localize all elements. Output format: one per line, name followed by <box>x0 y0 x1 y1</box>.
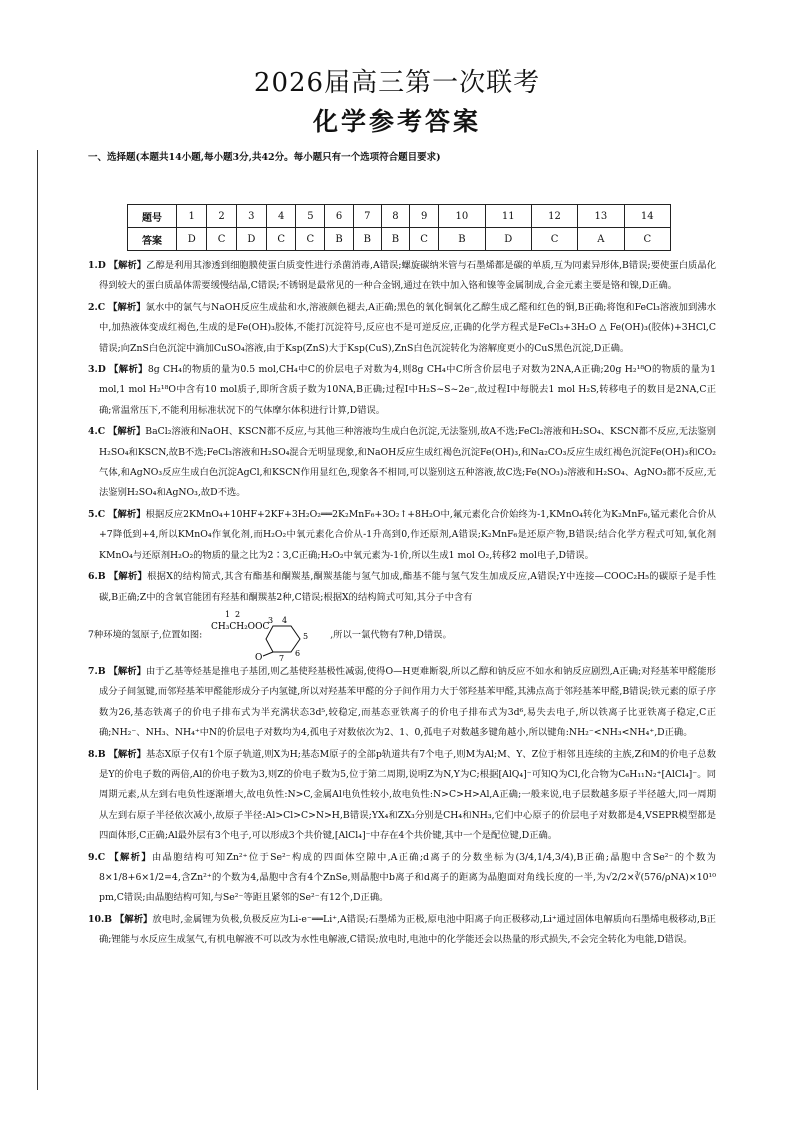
table-cell: D <box>177 228 207 251</box>
question-9: 9.C 【解析】由晶胞结构可知Zn²⁺位于Se²⁻构成的四面体空隙中,A正确;d离子的分数坐标为(3/4,1/4,3/4),B正确;晶胞中含Se²⁻的个数为8×1/8+6×1/2=4,含Zn²⁺的个数为4,晶胞中含有4个ZnSe,则晶胞中b离子和d离子的距离为晶胞面对角线长度的一半,为√2/2×∛(576/ρNA)×10¹⁰ pm,C错误;由晶胞结构可知,与Se²⁻等距且紧邻的Se²⁻有12个,D正确。 <box>88 851 716 904</box>
table-cell: B <box>439 228 485 251</box>
table-cell: 13 <box>578 205 624 228</box>
table-cell: 10 <box>439 205 485 228</box>
table-cell: 11 <box>485 205 531 228</box>
table-cell: B <box>325 228 353 251</box>
table-cell: B <box>381 228 409 251</box>
answer-table <box>127 204 671 251</box>
question-6-continued: 7种环境的氢原子,位置如图: 1 2 CH₃CH₂OOC 3 4 O 5 6 7 ,所以一氯代物有7种,D错误。 <box>88 609 452 661</box>
table-cell: 3 <box>236 205 266 228</box>
ring-structure <box>211 609 321 661</box>
table-cell: 5 <box>296 205 325 228</box>
exam-title: 2026届高三第一次联考 <box>253 68 541 98</box>
table-cell: C <box>410 228 439 251</box>
table-cell: D <box>236 228 266 251</box>
label-n1: 1 <box>225 609 231 619</box>
answer-table-answer-row <box>128 228 671 251</box>
label-n4: 4 <box>282 615 288 625</box>
table-cell: 4 <box>267 205 296 228</box>
question-1: 1.D 【解析】乙醇是利用其渗透到细胞膜使蛋白质变性进行杀菌消毒,A错误;螺旋碳纳米管与石墨烯都是碳的单质,互为同素异形体,B错误;要使蛋白质晶化得到较大的蛋白质晶体需要缓慢结晶,C错误;不锈钢是最常见的一种合金钢,通过在铁中加入铬和镍等金属制成,合金元素主要是铬和镍,D正确。 <box>88 260 716 292</box>
table-cell: A <box>578 228 624 251</box>
table-cell: D <box>485 228 531 251</box>
label-oxygen: O <box>255 652 263 661</box>
table-cell: C <box>267 228 296 251</box>
answer-table-number-row <box>128 205 671 228</box>
label-n3: 3 <box>268 615 274 625</box>
table-cell: C <box>296 228 325 251</box>
table-cell: 7 <box>353 205 381 228</box>
solutions <box>88 256 716 952</box>
carbonyl-bond <box>263 652 273 656</box>
table-cell: C <box>624 228 670 251</box>
label-n6: 6 <box>295 648 301 658</box>
row-label-answer: 答案 <box>128 228 177 251</box>
structure-diagram <box>211 609 321 661</box>
section-heading: 一、选择题(本题共14小题,每小题3分,共42分。每小题只有一个选项符合题目要求) <box>88 152 441 163</box>
table-cell: 2 <box>207 205 236 228</box>
table-cell: 1 <box>177 205 207 228</box>
table-cell: 9 <box>410 205 439 228</box>
question-4: 4.C 【解析】BaCl₂溶液和NaOH、KSCN都不反应,与其他三种溶液均生成白色沉淀,无法鉴别,故A不选;FeCl₂溶液和H₂SO₄、KSCN都不反应,无法鉴别H₂SO₄和KSCN,故B不选;FeCl₃溶液和H₂SO₄混合无明显现象,和NaOH反应生成红褐色沉淀Fe(OH)₃,和Na₂CO₃反应生成红褐色沉淀Fe(OH)₃和CO₂气体,和AgNO₃反应生成白色沉淀AgCl,和KSCN作用显红色,现象各不相同,可以鉴别这五种溶液,故C选;Fe(NO₃)₃溶液和H₂SO₄、AgNO₃都不反应,无法鉴别H₂SO₄和AgNO₃,故D不选。 <box>88 426 716 499</box>
label-n5: 5 <box>303 631 309 641</box>
table-cell: B <box>353 228 381 251</box>
label-n2: 2 <box>235 609 241 619</box>
question-6: 6.B 【解析】根据X的结构简式,其含有酯基和酮羰基,酮羰基能与氢气加成,酯基不能与氢气发生加成反应,A错误;Y中连接—COOC₂H₅的碳原子是手性碳,B正确;Z中的含氧官能团有羟基和酮羰基2种,C错误;根据X的结构简式可知,其分子中含有 <box>88 571 716 603</box>
table-cell: 6 <box>325 205 353 228</box>
table-cell: 14 <box>624 205 670 228</box>
question-5: 5.C 【解析】根据反应2KMnO₄+10HF+2KF+3H₂O₂══2K₂MnF₆+3O₂↑+8H₂O中,氟元素化合价始终为-1,KMnO₄转化为K₂MnF₆,锰元素化合价从+7降低到+4,所以KMnO₄作氧化剂,而H₂O₂中氧元素化合价从-1升高到0,作还原剂,A错误;K₂MnF₆是还原产物,B错误;结合化学方程式可知,氧化剂KMnO₄与还原剂H₂O₂的物质的量之比为2∶3,C正确;H₂O₂中氧元素为-1价,所以生成1 mol O₂,转移2 mol电子,D错误。 <box>88 508 716 561</box>
table-cell: C <box>207 228 236 251</box>
question-10: 10.B 【解析】放电时,金属锂为负极,负极反应为Li-e⁻══Li⁺,A错误;石墨烯为正极,原电池中阳离子向正极移动,Li⁺通过固体电解质向石墨烯电极移动,B正确;锂能与水反应生成氢气,有机电解液不可以改为水性电解液,C错误;放电时,电池中的化学能还会以热量的形式损失,不会完全转化为电能,D错误。 <box>88 913 716 946</box>
table-cell: C <box>531 228 577 251</box>
answer-title: 化学参考答案 <box>312 107 481 136</box>
question-8: 8.B 【解析】基态X原子仅有1个原子轨道,则X为H;基态M原子的全部p轨道共有7个电子,则M为Al;M、Y、Z位于相邻且连续的主族,Z和M的价电子总数是Y的价电子数的两倍,Al的价电子数为3,则Z的价电子数为5,位于第二周期,说明Z为N,Y为C;根据[AlQ₄]⁻可知Q为Cl,化合物为C₆H₁₁N₂⁺[AlCl₄]⁻。同周期元素,从左到右电负性逐渐增大,故电负性:N>C,金属Al电负性较小,故电负性:N>C>H>Al,A正确;一般来说,电子层数越多原子半径越大,同一周期从左到右原子半径依次减小,故原子半径:Al>Cl>C>N>H,B错误;YX₄和ZX₃分别是CH₄和NH₃,它们中心原子的价层电子对数都是4,VSEPR模型都是四面体形,C正确;Al最外层有3个电子,可以形成3个共价键,[AlCl₄]⁻中存在4个共价键,其中一个是配位键,D正确。 <box>88 748 716 842</box>
row-label-number: 题号 <box>128 205 177 228</box>
question-3: 3.D 【解析】8g CH₄的物质的量为0.5 mol,CH₄中C的价层电子对数为4,则8g CH₄中C所含价层电子对数为2NA,A正确;20g H₂¹⁸O的物质的量为1 mol,1 mol H₂¹⁸O中含有10 mol质子,即所含质子数为10NA,B正确;过程Ⅰ中H₂S~S~2e⁻,故过程Ⅰ中每脱去1 mol H₂S,转移电子的数目是2NA,C正确;常温常压下,不能利用标准状况下的气体摩尔体积进行计算,D错误。 <box>88 364 716 416</box>
question-7: 7.B 【解析】由于乙基等烃基是推电子基团,则乙基使羟基极性减弱,使得O—H更难断裂,所以乙醇和钠反应不如水和钠反应剧烈,A正确;对羟基苯甲醛能形成分子间氢键,而邻羟基苯甲醛能形成分子内氢键,所以对羟基苯甲醛的分子间作用力大于邻羟基苯甲醛,其沸点高于邻羟基苯甲醛,B错误;铁元素的原子序数为26,基态铁离子的价电子排布式为半充满状态3d⁵,较稳定,而基态亚铁离子的价电子排布式为3d⁶,易失去电子,所以铁离子比亚铁离子稳定,C正确;NH₂⁻、NH₃、NH₄⁺中N的价层电子对数均为4,孤电子对数依次为2、1、0,孤电子对数越多键角越小,所以键角:NH₂⁻<NH₃<NH₄⁺,D正确。 <box>88 665 716 739</box>
label-chain: CH₃CH₂OOC <box>211 621 270 632</box>
margin-line <box>37 150 38 1090</box>
table-cell: 8 <box>381 205 409 228</box>
label-n7: 7 <box>279 653 285 661</box>
table-cell: 12 <box>531 205 577 228</box>
question-2: 2.C 【解析】氯水中的氯气与NaOH反应生成盐和水,溶液颜色褪去,A正确;黑色的氧化铜氧化乙醇生成乙醛和红色的铜,B正确;将饱和FeCl₃溶液加到沸水中,加热液体变成红褐色,生成的是Fe(OH)₃胶体,不能打沉淀符号,反应也不是可逆反应,正确的化学方程式是FeCl₃+3H₂O △ Fe(OH)₃(胶体)+3HCl,C错误;向ZnS白色沉淀中滴加CuSO₄溶液,由于Ksp(ZnS)大于Ksp(CuS),ZnS白色沉淀转化为溶解度更小的CuS黑色沉淀,D正确。 <box>88 301 716 354</box>
